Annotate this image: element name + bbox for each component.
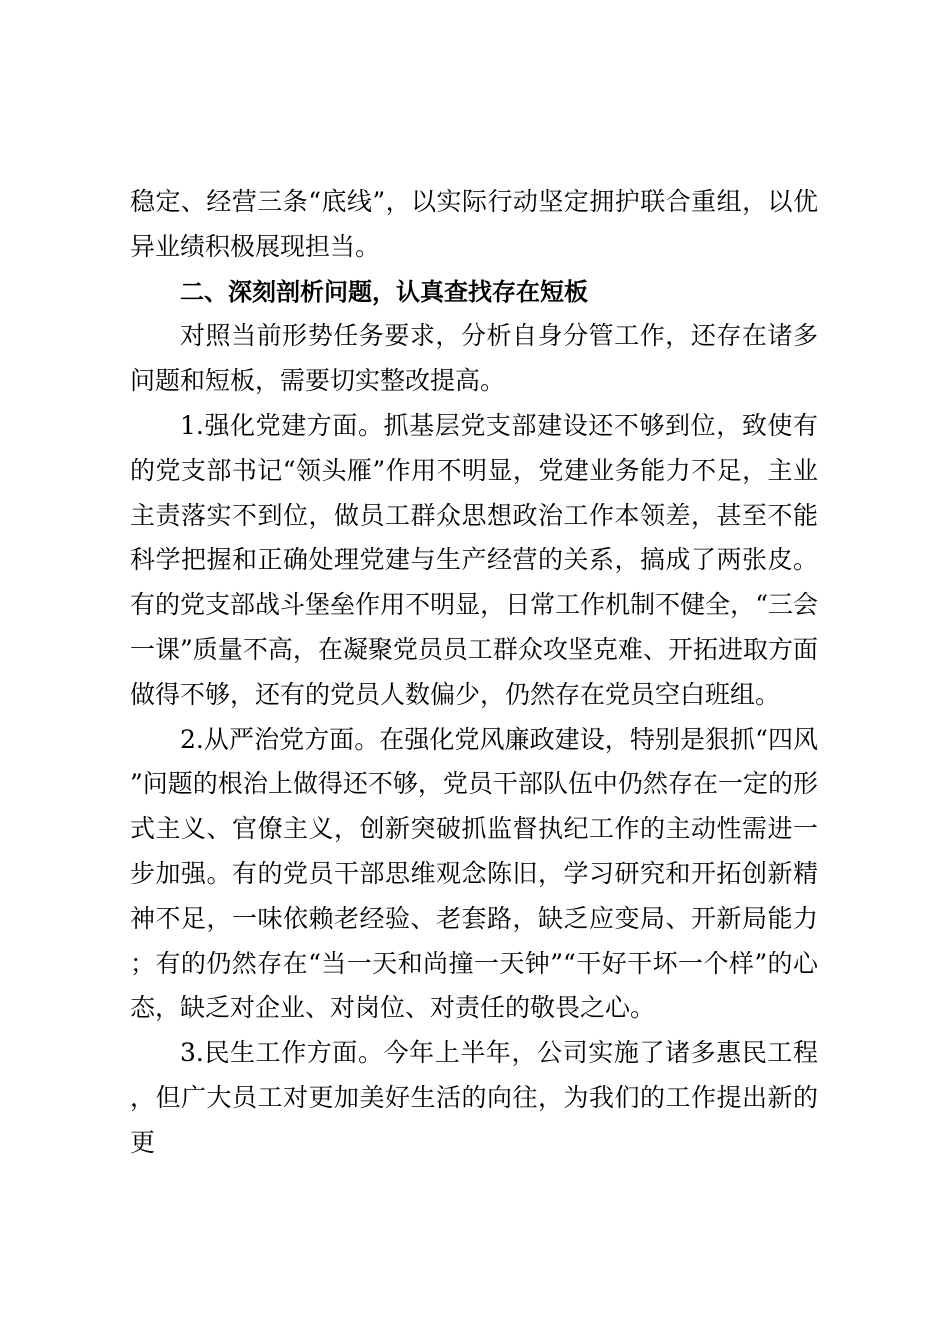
document-body: [130, 180, 818, 1166]
paragraph-continued: 稳定、经营三条“底线”，以实际行动坚定拥护联合重组，以优异业绩积极展现担当。: [130, 187, 818, 261]
paragraph-item-2: 2.从严治党方面。在强化党风廉政建设，特别是狠抓“四风”问题的根治上做得还不够，党员干部队伍中仍然存在一定的形式主义、官僚主义，创新突破抓监督执纪工作的主动性需进一步加强。有的党员干部思维观念陈旧，学习研究和开拓创新精神不足，一味依赖老经验、老套路，缺乏应变局、开新局能力；有的仍然存在“当一天和尚撞一天钟”“干好干坏一个样”的心态，缺乏对企业、对岗位、对责任的敬畏之心。: [130, 724, 818, 1023]
section-heading: 二、深刻剖析问题，认真查找存在短板: [180, 277, 588, 306]
paragraph-item-1: 1.强化党建方面。抓基层党支部建设还不够到位，致使有的党支部书记“领头雁”作用不明显，党建业务能力不足，主业主责落实不到位，做员工群众思想政治工作本领差，甚至不能科学把握和正确处理党建与生产经营的关系，搞成了两张皮。有的党支部战斗堡垒作用不明显，日常工作机制不健全，“三会一课”质量不高，在凝聚党员员工群众攻坚克难、开拓进取方面做得不够，还有的党员人数偏少，仍然存在党员空白班组。: [130, 410, 818, 709]
paragraph-item-3: 3.民生工作方面。今年上半年，公司实施了诸多惠民工程，但广大员工对更加美好生活的向往，为我们的工作提出新的更: [130, 1038, 818, 1157]
paragraph-intro: 对照当前形势任务要求，分析自身分管工作，还存在诸多问题和短板，需要切实整改提高。: [130, 321, 818, 396]
